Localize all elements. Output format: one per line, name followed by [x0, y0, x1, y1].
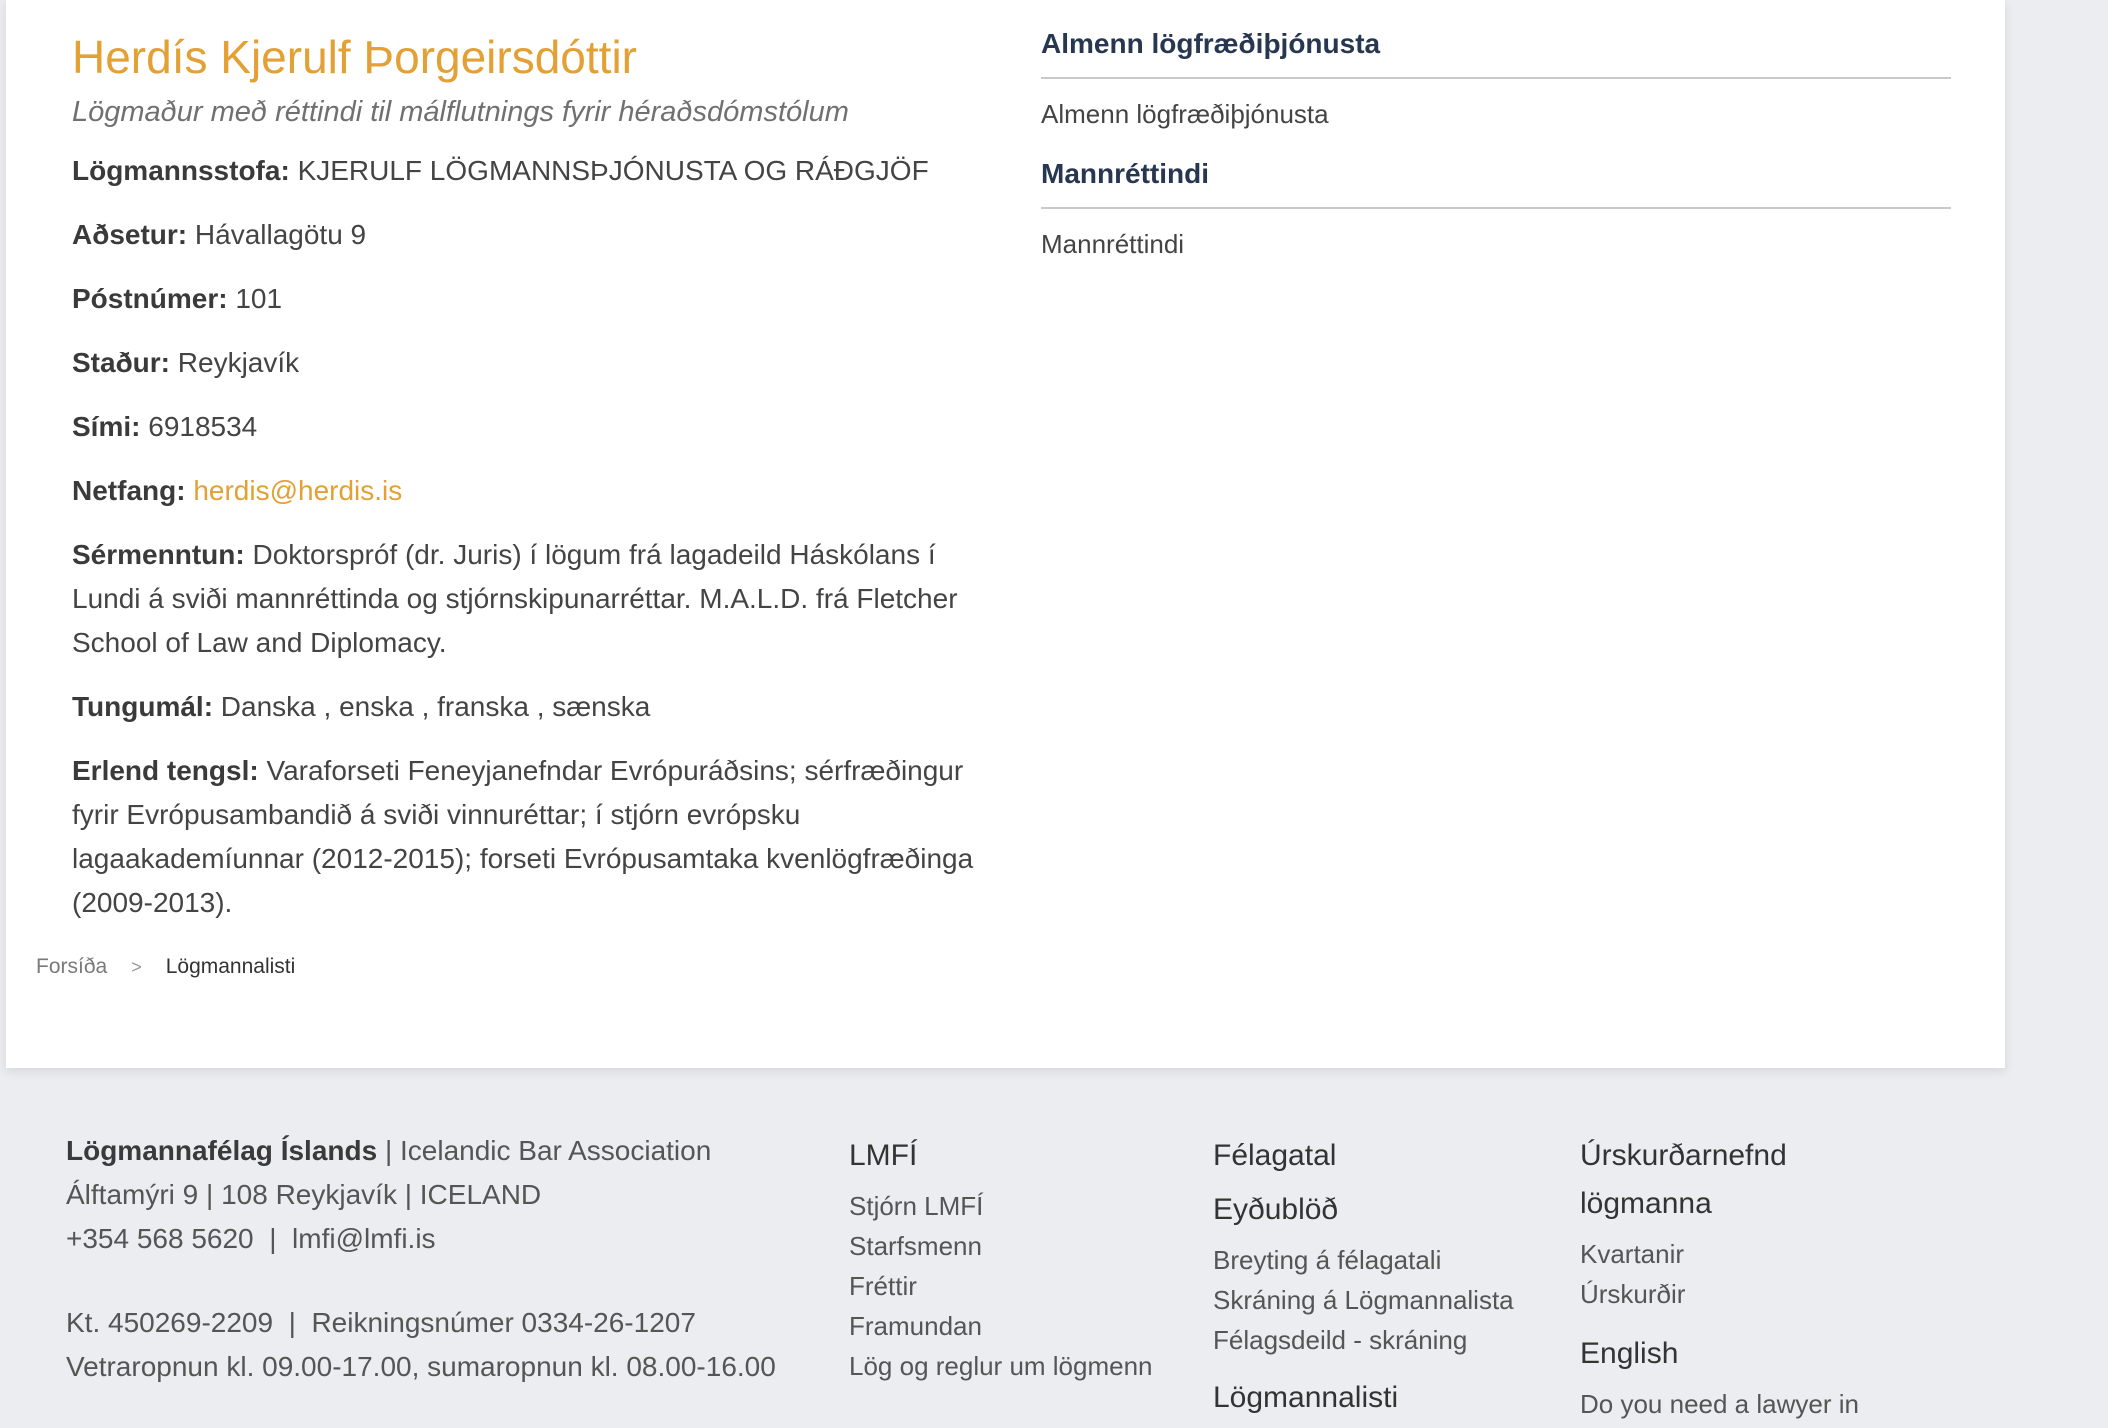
- footer-heading-eydublod[interactable]: Eyðublöð: [1213, 1193, 1339, 1226]
- address-label: Aðsetur:: [72, 219, 188, 250]
- profile-card: [6, 0, 2005, 1068]
- practice-area-item: Mannréttindi: [1041, 229, 1185, 259]
- breadcrumb: [36, 955, 295, 979]
- foreign-row: [72, 749, 992, 925]
- footer-link[interactable]: Fréttir: [849, 1271, 917, 1301]
- footer-heading-urskurdarnefnd[interactable]: Úrskurðarnefnd lögmanna: [1580, 1139, 1787, 1220]
- footer-ids: Kt. 450269-2209 | Reikningsnúmer 0334-26-1207: [66, 1307, 696, 1338]
- email-row: [72, 469, 992, 513]
- footer-hours: Vetraropnun kl. 09.00-17.00, sumaropnun kl. 08.00-16.00: [66, 1351, 776, 1382]
- site-footer: [0, 1068, 2108, 1428]
- footer-address: Álftamýri 9 | 108 Reykjavík | ICELAND: [66, 1179, 542, 1210]
- practice-areas: [1041, 28, 1951, 288]
- foreign-label: Erlend tengsl:: [72, 755, 259, 786]
- breadcrumb-separator: >: [131, 957, 142, 977]
- postal-value: 101: [235, 283, 283, 314]
- footer-heading-english[interactable]: English: [1580, 1337, 1679, 1370]
- postal-row: [72, 277, 992, 321]
- footer-link[interactable]: Kvartanir: [1580, 1239, 1685, 1269]
- phone-label: Sími:: [72, 411, 141, 442]
- footer-org-english: | Icelandic Bar Association: [377, 1135, 712, 1166]
- footer-link[interactable]: Úrskurðir: [1580, 1279, 1686, 1309]
- footer-link[interactable]: Starfsmenn: [849, 1231, 982, 1261]
- footer-org-line: [66, 1129, 776, 1173]
- education-label: Sérmenntun:: [72, 539, 245, 570]
- lawyer-details: [72, 149, 992, 945]
- footer-col-felagatal: [1213, 1132, 1514, 1428]
- footer-link-english-teaser[interactable]: Do you need a lawyer in: [1580, 1389, 1859, 1419]
- footer-heading-felagatal[interactable]: Félagatal: [1213, 1139, 1337, 1172]
- email-label: Netfang:: [72, 475, 186, 506]
- foreign-value: Varaforseti Feneyjanefndar Evrópuráðsins; sérfræðingur fyrir Evrópusambandið á sviði vinnuréttar; í stjórn evrópsku lagaakademíunnar (2012-2015); forseti Evrópusamtaka kvenlögfræðinga (2009-2013).: [72, 755, 974, 918]
- footer-link[interactable]: Framundan: [849, 1311, 982, 1341]
- languages-label: Tungumál:: [72, 691, 214, 722]
- lawyer-name: Herdís Kjerulf Þorgeirsdóttir: [72, 31, 637, 83]
- footer-link[interactable]: Stjórn LMFÍ: [849, 1191, 984, 1221]
- practice-area-item: Almenn lögfræðiþjónusta: [1041, 99, 1329, 129]
- phone-row: [72, 405, 992, 449]
- breadcrumb-home-link[interactable]: Forsíða: [36, 955, 108, 978]
- footer-col-urskurdarnefnd: [1580, 1132, 1859, 1424]
- footer-org-name: Lögmannafélag Íslands: [66, 1135, 378, 1166]
- footer-link[interactable]: Félagsdeild - skráning: [1213, 1325, 1468, 1355]
- footer-heading-lmfi[interactable]: LMFÍ: [849, 1139, 918, 1172]
- footer-link[interactable]: Breyting á félagatali: [1213, 1245, 1442, 1275]
- city-label: Staður:: [72, 347, 170, 378]
- education-value: Doktorspróf (dr. Juris) í lögum frá lagadeild Háskólans í Lundi á sviði mannréttinda og stjórnskipunarréttar. M.A.L.D. frá Fletcher School of Law and Diplomacy.: [72, 539, 958, 658]
- practice-area-heading: Almenn lögfræðiþjónusta: [1041, 28, 1951, 79]
- address-row: [72, 213, 992, 257]
- languages-value: Danska , enska , franska , sænska: [220, 691, 651, 722]
- firm-row: [72, 149, 992, 193]
- firm-value: KJERULF LÖGMANNSÞJÓNUSTA OG RÁÐGJÖF: [297, 155, 929, 186]
- phone-value: 6918534: [148, 411, 258, 442]
- city-row: [72, 341, 992, 385]
- lawyer-title: Lögmaður með réttindi til málflutnings fyrir héraðsdómstólum: [72, 96, 849, 128]
- firm-label: Lögmannsstofa:: [72, 155, 290, 186]
- footer-phone-email: +354 568 5620 | lmfi@lmfi.is: [66, 1223, 436, 1254]
- footer-heading-logmannalisti[interactable]: Lögmannalisti: [1213, 1381, 1399, 1414]
- breadcrumb-current: Lögmannalisti: [165, 955, 296, 978]
- practice-area-heading: Mannréttindi: [1041, 158, 1951, 209]
- footer-link[interactable]: Skráning á Lögmannalista: [1213, 1285, 1514, 1315]
- footer-contact: [66, 1129, 776, 1389]
- footer-col-lmfi: [849, 1132, 1153, 1386]
- education-row: [72, 533, 992, 665]
- postal-label: Póstnúmer:: [72, 283, 228, 314]
- city-value: Reykjavík: [177, 347, 300, 378]
- languages-row: [72, 685, 992, 729]
- email-link[interactable]: herdis@herdis.is: [193, 475, 403, 506]
- footer-link[interactable]: Lög og reglur um lögmenn: [849, 1351, 1153, 1381]
- address-value: Hávallagötu 9: [194, 219, 367, 250]
